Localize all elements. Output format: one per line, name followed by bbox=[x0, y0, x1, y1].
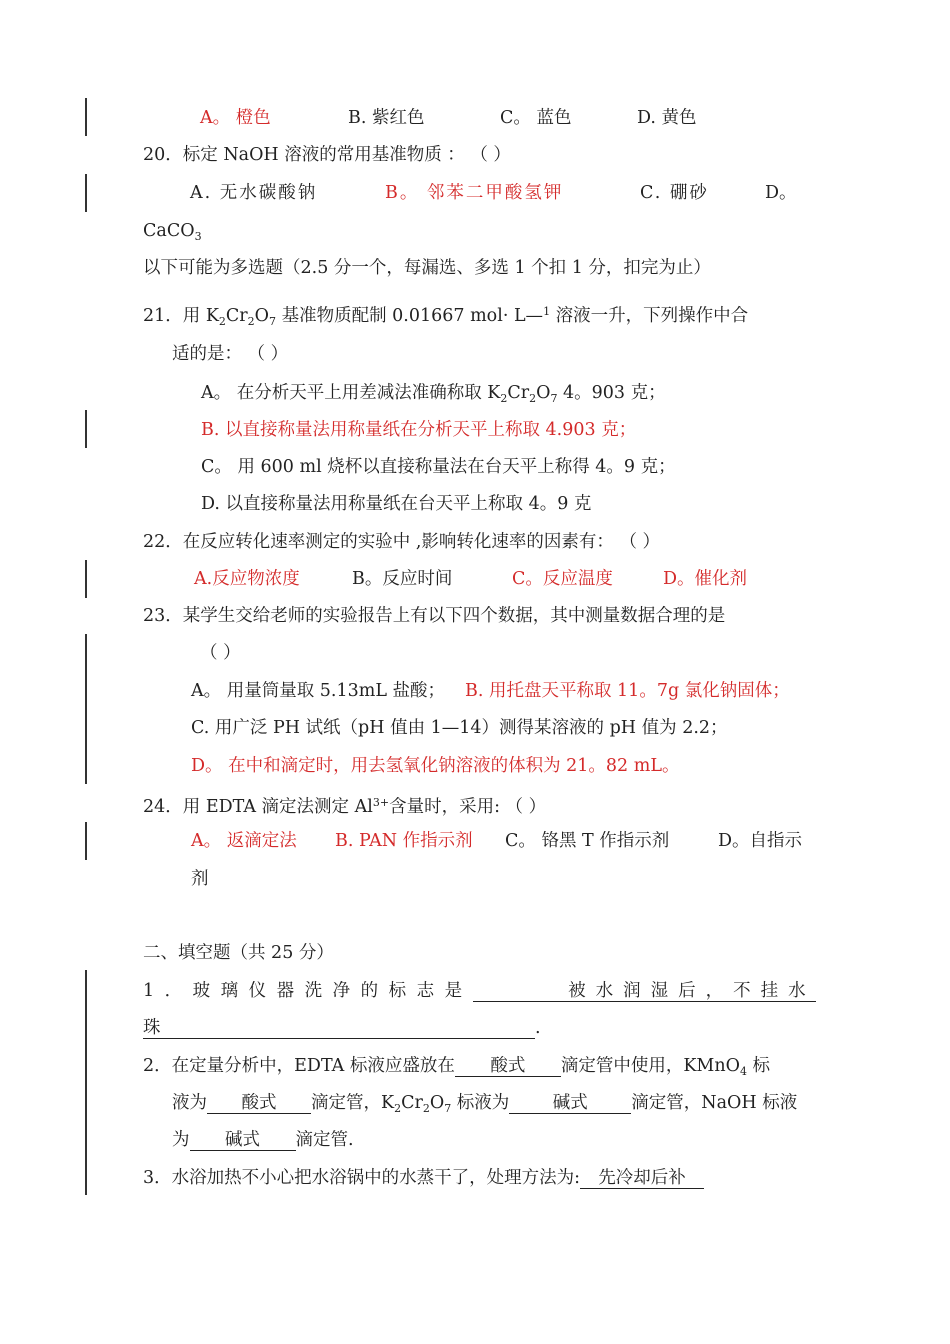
fill2-sub: 2 bbox=[422, 1102, 430, 1115]
q24-option-d-cont: 剂 bbox=[191, 869, 209, 889]
margin-bar bbox=[85, 174, 87, 212]
q21-stem-part: 21．用 K bbox=[143, 306, 219, 326]
fill3-stem: 3．水浴加热不小心把水浴锅中的水蒸干了，处理方法为: bbox=[143, 1168, 581, 1188]
fill2-text: O bbox=[429, 1093, 445, 1113]
q24-option-a: A。 返滴定法 bbox=[191, 831, 297, 851]
section-title-fill-in: 二、填空题（共 25 分） bbox=[143, 943, 334, 963]
q21-stem-part: Cr bbox=[225, 306, 248, 326]
fill1-line1 bbox=[143, 979, 816, 1003]
multi-select-note: 以下可能为多选题（2.5 分一个，每漏选、多选 1 个扣 1 分，扣完为止） bbox=[143, 258, 711, 278]
fill2-text: 标 bbox=[746, 1056, 771, 1076]
margin-bar bbox=[85, 410, 87, 448]
q20-option-d: D。 bbox=[765, 183, 797, 203]
q21-a-sub: 2 bbox=[529, 392, 537, 405]
fill1-line2 bbox=[143, 1016, 541, 1040]
fill2-sub: 4 bbox=[739, 1065, 747, 1078]
margin-bar bbox=[85, 98, 87, 136]
q22-option-b: B。反应时间 bbox=[352, 569, 453, 589]
q23-stem: 23．某学生交给老师的实验报告上有以下四个数据，其中测量数据合理的是 bbox=[143, 606, 726, 626]
fill2-text: 滴定管. bbox=[295, 1130, 354, 1150]
q19-options bbox=[200, 106, 697, 130]
fill2-text: 滴定管，K bbox=[311, 1093, 395, 1113]
q23-paren: （ ） bbox=[200, 643, 241, 663]
q23-option-b: B. 用托盘天平称取 11。7g 氯化钠固体； bbox=[465, 681, 790, 701]
fill2-line2 bbox=[172, 1091, 797, 1121]
q21-stem bbox=[143, 300, 748, 334]
q21-stem-line2: 适的是： （ ） bbox=[172, 344, 289, 364]
fill2-answer-2: 酸式 bbox=[207, 1093, 311, 1114]
q21-a-part: O bbox=[536, 383, 551, 403]
q20-option-d-formula bbox=[143, 219, 202, 249]
q21-option-b: B. 以直接称量法用称量纸在分析天平上称取 4.903 克； bbox=[201, 420, 637, 440]
q22-option-a: A.反应物浓度 bbox=[194, 569, 300, 589]
q21-a-part: A。 在分析天平上用差减法准确称取 K bbox=[201, 383, 501, 403]
q21-option-d: D. 以直接称量法用称量纸在台天平上称取 4。9 克 bbox=[201, 494, 592, 514]
q20-d-subscript: 3 bbox=[194, 230, 202, 243]
q23-option-c: C. 用广泛 PH 试纸（pH 值由 1—14）测得某溶液的 pH 值为 2.2； bbox=[191, 718, 728, 738]
q21-option-a bbox=[201, 381, 666, 411]
q21-stem-part: O bbox=[254, 306, 270, 326]
margin-bar bbox=[85, 560, 87, 598]
fill1-end: . bbox=[535, 1018, 541, 1038]
q21-stem-part: 基准物质配制 0.01667 mol· L— bbox=[276, 306, 544, 326]
fill3-line1 bbox=[143, 1166, 704, 1190]
q24-sup: 3+ bbox=[372, 796, 390, 809]
q21-a-part: 4。903 克； bbox=[557, 383, 666, 403]
q23-options-ab bbox=[191, 679, 790, 703]
q24-option-d: D。自指示 bbox=[718, 831, 803, 851]
q20-option-b: B。 邻苯二甲酸氢钾 bbox=[385, 183, 564, 203]
q21-stem-part: 溶液一升，下列操作中合 bbox=[550, 306, 749, 326]
q20-stem: 20．标定 NaOH 溶液的常用基准物质 ： （ ） bbox=[143, 145, 511, 165]
fill2-text: Cr bbox=[401, 1093, 423, 1113]
fill2-text: 为 bbox=[172, 1130, 190, 1150]
q22-option-c: C。反应温度 bbox=[512, 569, 613, 589]
q22-options bbox=[194, 567, 747, 591]
q20-option-c: C. 硼砂 bbox=[640, 183, 709, 203]
q23-option-a: A。 用量筒量取 5.13mL 盐酸； bbox=[191, 681, 446, 701]
q23-option-d: D。 在中和滴定时，用去氢氧化钠溶液的体积为 21。82 mL。 bbox=[191, 756, 680, 776]
q24-options bbox=[191, 829, 802, 853]
fill1-stem: 1．玻璃仪器洗净的标志是 bbox=[143, 981, 473, 1001]
q24-stem-part: 含量时，采用: （ ） bbox=[389, 797, 547, 817]
margin-bar bbox=[85, 970, 87, 1195]
q21-sub: 7 bbox=[269, 315, 277, 328]
q19-option-a: A。 橙色 bbox=[200, 108, 271, 128]
q21-sub: 2 bbox=[247, 315, 255, 328]
fill2-text: 滴定管，NaOH 标液 bbox=[631, 1093, 798, 1113]
q19-option-c: C。 蓝色 bbox=[500, 108, 572, 128]
q21-a-sub: 2 bbox=[500, 392, 508, 405]
q24-option-c: C。 铬黑 T 作指示剂 bbox=[505, 831, 670, 851]
q20-d-formula: CaCO bbox=[143, 221, 195, 241]
q21-a-sub: 7 bbox=[550, 392, 558, 405]
q21-a-part: Cr bbox=[507, 383, 530, 403]
q22-stem: 22．在反应转化速率测定的实验中 ,影响转化速率的因素有： （ ） bbox=[143, 532, 661, 552]
q22-option-d: D。催化剂 bbox=[663, 569, 748, 589]
fill2-answer-4: 碱式 bbox=[190, 1130, 296, 1151]
q24-stem-part: 24．用 EDTA 滴定法测定 Al bbox=[143, 797, 373, 817]
margin-bar bbox=[85, 822, 87, 860]
q19-option-b: B. 紫红色 bbox=[348, 108, 425, 128]
fill2-text: 2．在定量分析中，EDTA 标液应盛放在 bbox=[143, 1056, 455, 1076]
fill1-answer: 被水润湿后，不挂水 bbox=[473, 981, 816, 1002]
fill2-text: 滴定管中使用，KMnO bbox=[560, 1056, 740, 1076]
fill2-answer-3: 碱式 bbox=[509, 1093, 631, 1114]
q21-sub: 2 bbox=[218, 315, 226, 328]
q19-option-d: D. 黄色 bbox=[637, 108, 697, 128]
fill3-answer: 先冷却后补 bbox=[580, 1168, 704, 1189]
q21-option-c: C。 用 600 ml 烧杯以直接称量法在台天平上称得 4。9 克； bbox=[201, 457, 676, 477]
fill2-text: 标液为 bbox=[451, 1093, 510, 1113]
margin-bar bbox=[85, 634, 87, 784]
fill1-answer-cont: 珠 bbox=[143, 1018, 535, 1039]
fill2-line1 bbox=[143, 1054, 770, 1084]
fill2-sub: 7 bbox=[444, 1102, 452, 1115]
q21-sup: 1 bbox=[543, 305, 551, 318]
fill2-answer-1: 酸式 bbox=[455, 1056, 561, 1077]
fill2-text: 液为 bbox=[172, 1093, 207, 1113]
q24-stem bbox=[143, 791, 546, 819]
q20-options bbox=[190, 181, 797, 205]
fill2-sub: 2 bbox=[394, 1102, 402, 1115]
q20-option-a: A. 无水碳酸钠 bbox=[190, 183, 318, 203]
q24-option-b: B. PAN 作指示剂 bbox=[335, 831, 473, 851]
fill2-line3 bbox=[172, 1128, 354, 1152]
